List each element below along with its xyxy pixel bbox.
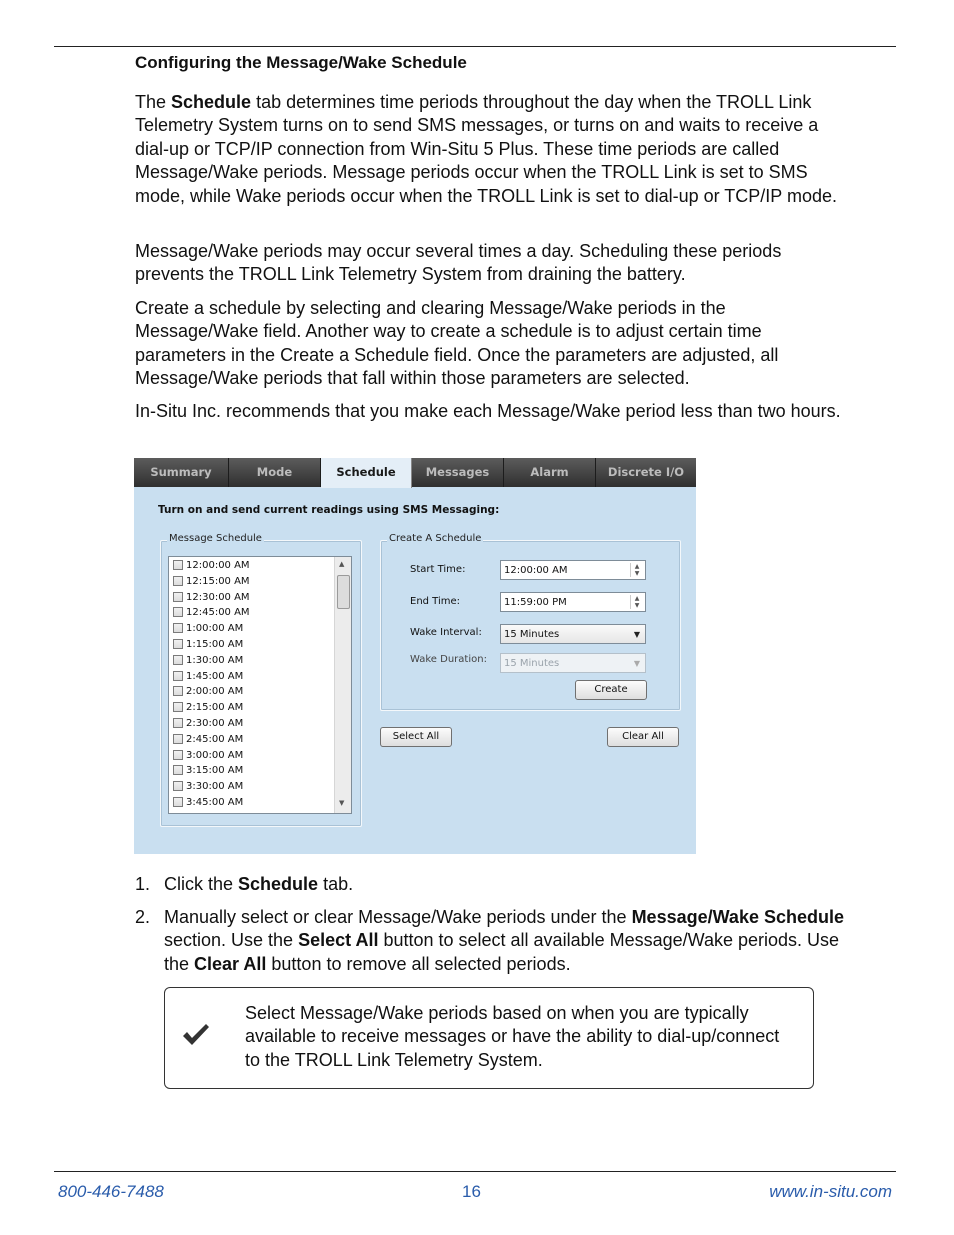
schedule-tab-screenshot [134,458,696,854]
top-rule [54,46,896,47]
list-item[interactable] [173,797,243,813]
create-button[interactable]: Create [575,680,647,700]
wake-interval-select[interactable] [500,624,646,644]
list-item[interactable] [173,639,243,655]
list-item[interactable] [173,607,250,623]
checkbox-icon[interactable] [173,560,183,570]
wake-duration-label: Wake Duration: [410,654,487,665]
section-heading: Configuring the Message/Wake Schedule [135,53,467,72]
list-item[interactable] [173,781,243,797]
sms-messaging-title: Turn on and send current readings using SMS Messaging: [158,504,500,516]
list-item-label: 1:45:00 AM [186,670,244,682]
select-all-button[interactable]: Select All [380,727,452,747]
footer-rule [54,1171,896,1172]
list-item[interactable] [173,718,243,734]
note-text: Select Message/Wake periods based on when you are typically available to receive messages or have the ability to dial-up/connect to the TROLL Link Telemetry System. [245,1003,780,1070]
end-time-label: End Time: [410,596,461,607]
checkbox-icon[interactable] [173,765,183,775]
list-item-label: 3:00:00 AM [186,749,244,761]
list-item[interactable] [173,734,243,750]
start-time-field[interactable] [500,560,646,580]
tab-summary[interactable]: Summary [134,458,229,487]
list-item-label: 2:30:00 AM [186,718,244,729]
end-time-value: 11:59:00 PM [504,597,567,608]
checkbox-icon[interactable] [173,750,183,760]
list-item[interactable] [173,576,250,592]
list-item[interactable] [173,750,243,766]
list-item[interactable] [173,686,243,702]
step-text: Click the Schedule tab. [164,874,354,894]
tab-discrete-io[interactable]: Discrete I/O [607,465,685,479]
step-number: 1. [135,874,151,894]
chevron-down-icon: ▼ [633,659,640,668]
list-item-label: 3:45:00 AM [186,797,244,808]
checkbox-icon[interactable] [173,592,183,602]
list-item[interactable] [173,560,250,576]
end-time-field[interactable] [500,592,646,612]
checkbox-icon[interactable] [173,576,183,586]
clear-all-button[interactable]: Clear All [607,727,679,747]
list-item[interactable] [173,623,243,639]
list-item-label: 12:30:00 AM [186,591,250,603]
intro-paragraph-1: The Schedule tab determines time periods throughout the day when the TROLL Link Telemetry System turns on to send SMS messages, or turns on and waits to receive a dial-up or TCP/IP connection from Win-Situ 5 Plus. These time periods are called Message/Wake periods. Message periods occur when the TROLL Link is set to SMS mode, while Wake periods occur when the TROLL Link is set to dial-up or TCP/IP mode. [135,92,837,206]
chevron-down-icon[interactable]: ▼ [633,630,640,639]
list-item[interactable] [173,655,243,671]
wake-interval-label: Wake Interval: [410,627,482,638]
checkbox-icon[interactable] [173,607,183,617]
step-number: 2. [135,907,151,927]
list-item-label: 3:15:00 AM [186,765,244,777]
checkbox-icon[interactable] [173,797,183,807]
start-time-label: Start Time: [410,564,466,575]
list-item-label: 1:30:00 AM [186,654,244,666]
message-schedule-legend: Message Schedule [169,533,262,544]
create-schedule-legend: Create A Schedule [389,533,482,544]
tab-alarm[interactable]: Alarm [504,458,596,487]
checkbox-icon[interactable] [173,781,183,791]
checkbox-icon[interactable] [173,623,183,633]
note-box [164,987,814,1089]
list-item-label: 2:00:00 AM [186,686,244,698]
start-time-value: 12:00:00 AM [504,565,568,576]
scroll-thumb[interactable] [337,575,350,609]
list-item-label: 12:00:00 AM [186,560,250,571]
list-item[interactable] [173,592,250,608]
list-item-label: 2:15:00 AM [186,702,244,714]
checkmark-icon [181,1022,211,1048]
page-number: 16 [462,1182,481,1201]
list-item-label: 12:45:00 AM [186,607,250,619]
spinner-icon[interactable]: ▲ ▼ [630,595,643,609]
checkbox-icon[interactable] [173,702,183,712]
tab-mode[interactable]: Mode [229,458,321,487]
checkbox-icon[interactable] [173,686,183,696]
list-item[interactable] [173,702,243,718]
list-item-label: 2:45:00 AM [186,733,244,745]
intro-paragraph-4: In-Situ Inc. recommends that you make each Message/Wake period less than two hours. [135,401,841,421]
tab-bar [134,458,696,487]
wake-duration-value: 15 Minutes [504,658,560,669]
checkbox-icon[interactable] [173,718,183,728]
list-scrollbar[interactable] [334,557,351,813]
footer-phone: 800-446-7488 [58,1182,164,1201]
footer-url[interactable]: www.in-situ.com [769,1182,892,1201]
list-item-label: 1:00:00 AM [186,623,244,635]
tab-schedule[interactable]: Schedule [321,458,412,488]
tab-messages[interactable]: Messages [412,458,504,487]
list-item-label: 12:15:00 AM [186,575,250,587]
list-item[interactable] [173,671,243,687]
list-item[interactable] [173,765,243,781]
intro-paragraph-3: Create a schedule by selecting and clearing Message/Wake periods in the Message/Wake field. Another way to create a schedule is to adjust certain time parameters in the Create a Schedule field. Once the parameters are adjusted, all Message/Wake periods that fall within those parameters are selected. [135,298,779,389]
list-item-label: 1:15:00 AM [186,639,244,650]
wake-interval-value: 15 Minutes [504,629,560,640]
checkbox-icon[interactable] [173,734,183,744]
spinner-icon[interactable]: ▲ ▼ [630,563,643,577]
checkbox-icon[interactable] [173,639,183,649]
step-text: Manually select or clear Message/Wake periods under the Message/Wake Schedule section. Use the Select All button to select all available Message/Wake periods. Use the Clear All button to remove all selected periods. [164,907,844,974]
scroll-up-icon[interactable]: ▲ [339,560,345,568]
wake-duration-select [500,653,646,673]
message-schedule-list[interactable] [168,556,352,814]
intro-paragraph-2: Message/Wake periods may occur several times a day. Scheduling these periods prevents the TROLL Link Telemetry System from draining the battery. [135,241,782,285]
list-item-label: 3:30:00 AM [186,781,244,793]
checkbox-icon[interactable] [173,655,183,665]
checkbox-icon[interactable] [173,671,183,681]
scroll-down-icon[interactable]: ▼ [339,799,345,807]
